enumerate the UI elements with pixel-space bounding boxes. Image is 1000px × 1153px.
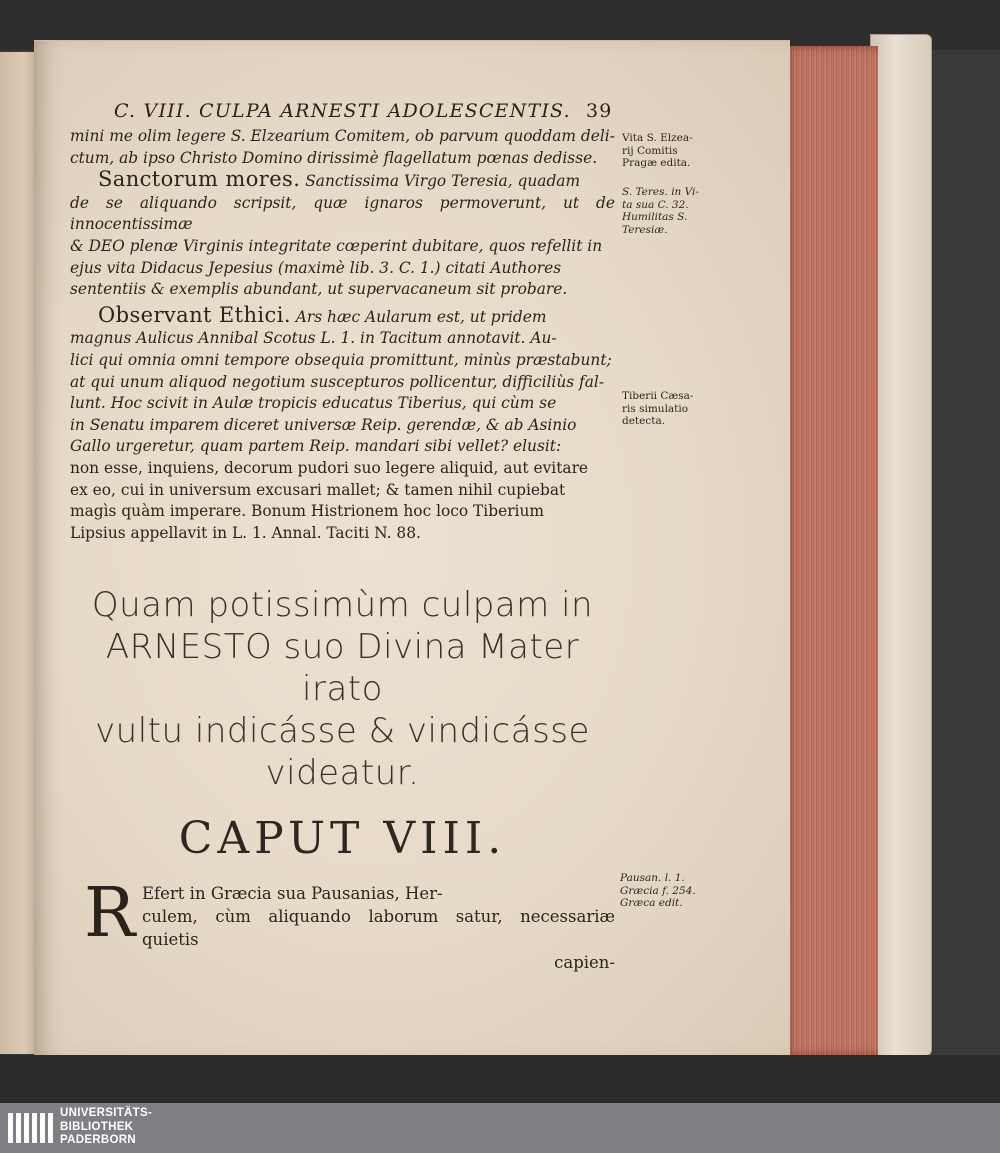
chapter-title-line: videatur. <box>265 753 420 794</box>
text-line: ctum, ab ipso Christo Domino dirissimè flagellatum pœnas dedisse. <box>70 148 598 167</box>
note-line: S. Teres. in Vi- <box>622 186 699 198</box>
background-bottom <box>0 1055 1000 1103</box>
note-line: Teresiæ. <box>622 223 668 236</box>
library-name <box>60 1107 152 1148</box>
paragraph-pausanias <box>70 873 615 974</box>
text-line: Lipsius appellavit in L. 1. Annal. Taciti N. 88. <box>70 523 421 542</box>
text-line: lici qui omnia omni tempore obsequia promittunt, minùs præstabunt; <box>70 350 612 369</box>
note-line: Vita S. Elzea- <box>622 132 693 144</box>
note-line: detecta. <box>622 415 666 427</box>
margin-note-pausanias <box>620 872 712 910</box>
note-line: Tiberii Cæsa- <box>622 390 694 402</box>
text-line: magnus Aulicus Annibal Scotus L. 1. in Tacitum annotavit. Au- <box>70 329 557 348</box>
note-line: rij Comitis <box>622 144 678 157</box>
page-number: 39 <box>586 100 613 122</box>
margin-note-teresia <box>622 186 714 236</box>
page-block-edge <box>782 46 878 1056</box>
paragraph-sanctorum <box>70 169 615 301</box>
running-head <box>70 96 615 126</box>
paragraph-elzearius <box>70 126 615 169</box>
text-line: in Senatu imparem diceret universæ Reip. gerendæ, & ab Asinio <box>70 415 577 434</box>
text-line: Efert in Græcia sua Pausanias, Her- <box>142 883 443 903</box>
library-logo-icon <box>8 1113 54 1143</box>
text-line: ejus vita Didacus Jepesius (maximè lib. 3. C. 1.) citati Authores <box>70 258 562 277</box>
text-line: magìs quàm imperare. Bonum Histrionem hoc loco Tiberium <box>70 502 544 521</box>
text-line <box>70 169 615 193</box>
library-footer <box>0 1103 1000 1153</box>
text-line: & DEO plenæ Virginis integritate cœperint dubitare, quos refellit in <box>70 236 603 255</box>
running-head-title: C. VIII. CULPA ARNESTI ADOLESCENTIS. <box>114 100 571 122</box>
section-heading: Sanctorum mores. <box>98 167 301 192</box>
note-line: Græca edit. <box>620 897 683 909</box>
margin-note-tiberius <box>622 390 714 428</box>
text-line: culem, cùm aliquando laborum satur, necessariæ quietis <box>142 906 615 949</box>
note-line: Humilitas S. <box>622 211 688 223</box>
note-line: Pragæ edita. <box>622 157 691 169</box>
note-line: Pausan. l. 1. <box>620 872 685 884</box>
library-name-line: BIBLIOTHEK <box>60 1120 134 1133</box>
drop-text <box>70 873 615 974</box>
chapter-title-line: ARNESTO suo Divina Mater irato <box>105 627 580 710</box>
text-line: mini me olim legere S. Elzearium Comitem, ob parvum quoddam deli- <box>70 127 615 145</box>
caput-heading: CAPUT VIII. <box>178 813 507 865</box>
book-cover <box>870 34 932 1056</box>
margin-note-elzearius <box>622 132 714 170</box>
text-line: non esse, inquiens, decorum pudori suo legere aliquid, aut evitare <box>70 458 589 477</box>
chapter-title <box>70 584 615 794</box>
note-line: Græcia f. 254. <box>620 884 696 897</box>
text-line: de se aliquando scripsit, quæ ignaros permoverunt, ut de innocentissimæ <box>70 193 615 234</box>
text-line: lunt. Hoc scivit in Aulæ tropicis educatus Tiberius, qui cùm se <box>70 394 557 413</box>
paragraph-ethici <box>70 302 615 545</box>
text-line: sententiis & exemplis abundant, ut supervacaneum sit probare. <box>70 280 568 299</box>
text-line: Gallo urgeretur, quam partem Reip. mandari sibi vellet? elusit: <box>70 437 562 456</box>
note-line: ris simulatio <box>622 402 689 415</box>
text-line: at qui unum aliquod negotium suscepturos pollicentur, difficiliùs fal- <box>70 372 605 391</box>
note-line: ta sua C. 32. <box>622 198 689 211</box>
text-span: Ars hæc Aularum est, ut pridem <box>295 307 547 326</box>
text-span: Sanctissima Virgo Teresia, quadam <box>305 172 581 191</box>
text-column <box>70 96 615 974</box>
chapter-title-line: Quam potissimùm culpam in <box>91 585 594 626</box>
drop-cap: R <box>84 873 136 953</box>
library-name-line: PADERBORN <box>60 1134 136 1146</box>
text-line: ex eo, cui in universum excusari mallet; & tamen nihil cupiebat <box>70 480 566 499</box>
text-line <box>70 302 615 329</box>
section-heading: Observant Ethici. <box>98 302 291 327</box>
chapter-title-line: vultu indicásse & vindicásse <box>95 711 590 752</box>
catchword: capien- <box>554 952 615 972</box>
library-name-line: UNIVERSITÄTS- <box>60 1107 153 1119</box>
left-page-edge <box>0 52 35 1054</box>
